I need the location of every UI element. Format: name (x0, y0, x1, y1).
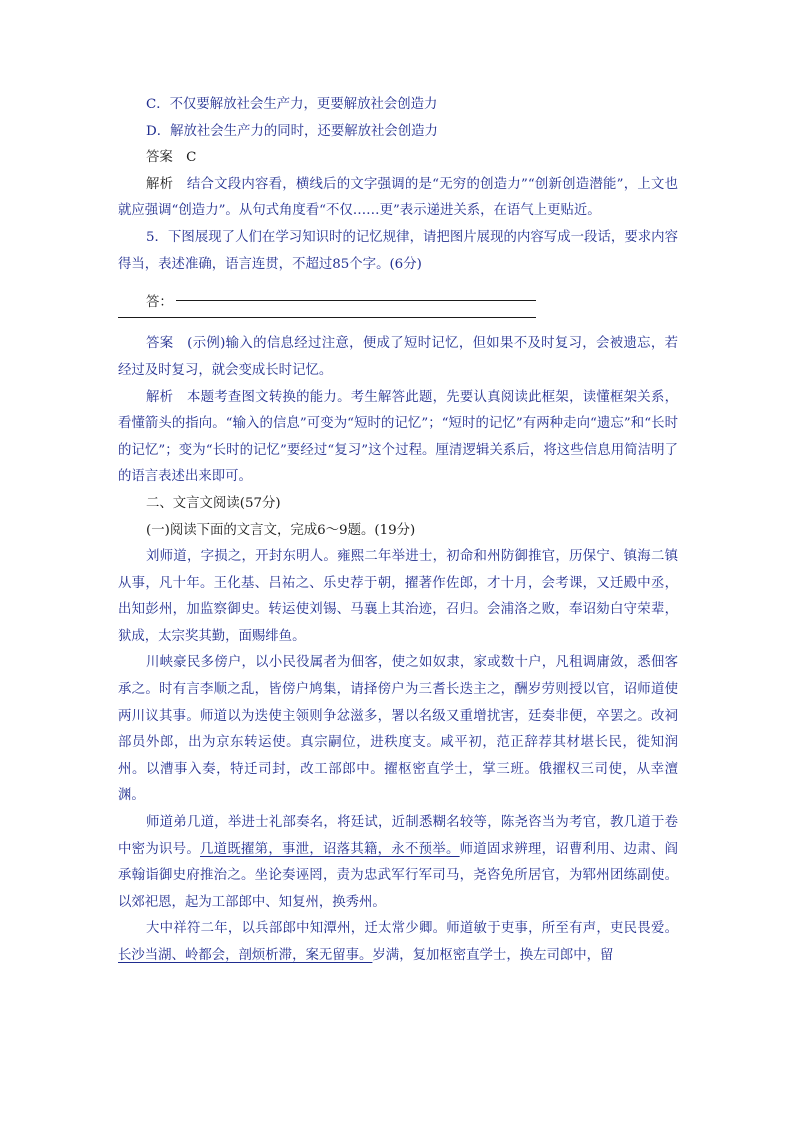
answer-4: 答案 C (146, 150, 197, 166)
answer-blank-line-1[interactable] (176, 300, 536, 301)
passage-paragraph-4 (118, 916, 678, 969)
paragraph-3-part-b: 师道固求辨理，诏曹利用、边肃、阎承翰诣御史府推治之。坐论奏诬罔，责为忠武军行军司马，尧咨免所居官，为郓州团练副使。以郊祀恩，起为工部郎中、知复州，换秀州。 (118, 841, 679, 910)
passage-paragraph-2: 川峡豪民多傍户，以小民役属者为佃客，使之如奴隶，家或数十户，凡租调庸敛，悉佃客承之。时有言李顺之乱，皆傍户鸠集，请择傍户为三耆长迭主之，酬岁劳则授以官，诏师道使两川议其事。师道以为迭使主领则争忿滋多，署以名级又重增扰害，廷奏非便，卒罢之。改祠部员外郎，出为京东转运使。真宗嗣位，进秩度支。咸平初，范正辞荐其材堪长民，徙知润州。以漕事入奏，特迁司封，改工部郎中。擢枢密直学士，掌三班。俄擢权三司使，从幸澶渊。 (118, 655, 678, 804)
paragraph-3-part-a: 师道弟几道，举进士礼部奏名，将廷试，近制悉糊名较等，陈尧咨当为考官，教几道于卷中密为识号。 (118, 815, 678, 857)
answer-line-label: 答： (146, 295, 173, 311)
paragraph-4-part-a: 大中祥符二年，以兵部郎中知潭州，迁太常少卿。师道敏于吏事，所至有声，吏民畏爱。 (146, 921, 678, 937)
analysis-5: 解析 本题考查图文转换的能力。考生解答此题，先要认真阅读此框架，读懂框架关系，看懂箭头的指向。“输入的信息”可变为“短时的记忆”；“短时的记忆”有两种走向“遗忘”和“长时的记忆”；变为“长时的记忆”要经过“复习”这个过程。厘清逻辑关系后，将这些信息用简洁明了的语言表述出来即可。 (118, 389, 678, 485)
answer-line-row-2 (118, 305, 678, 332)
answer-line-row (118, 278, 678, 311)
paragraph-4-part-b: 岁满，复加枢密直学士，换左司郎中，留 (372, 948, 614, 963)
passage-paragraph-1: 刘师道，字损之，开封东明人。雍熙二年举进士，初命和州防御推官，历保宁、镇海二镇从事，凡十年。王化基、吕祐之、乐史荐于朝，擢著作佐郎，才十月，会考课，又迁殿中丞，出知彭州，加监察御史。转运使刘锡、马襄上其治迹，召归。会浦洛之败，奉诏劾白守荣辈，狱成，太宗奖其勤，面赐绯鱼。 (118, 549, 678, 644)
subsection-heading-1: (一)阅读下面的文言文，完成6～9题。(19分) (146, 522, 416, 538)
passage-paragraph-3 (118, 810, 678, 916)
section-heading-2: 二、文言文阅读(57分) (146, 495, 281, 511)
document-page (118, 92, 678, 970)
underlined-sentence-1: 几道既擢第，事泄，诏落其籍，永不预举。 (200, 841, 460, 857)
analysis-4-label: 解析 (146, 176, 174, 192)
option-d: D．解放社会生产力的同时，还要解放社会创造力 (146, 123, 438, 139)
answer-blank-line-2[interactable] (118, 317, 536, 318)
underlined-sentence-2: 长沙当湖、岭都会，剖烦析滞，案无留事。 (118, 948, 373, 963)
question-5: 5．下图展现了人们在学习知识时的记忆规律，请把图片展现的内容写成一段话，要求内容得当，表述准确，语言连贯，不超过85个字。(6分) (118, 229, 678, 272)
analysis-4-text: 结合文段内容看，横线后的文字强调的是“无穷的创造力”“创新创造潜能”，上文也就应强调“创造力”。从句式角度看“不仅……更”表示递进关系，在语气上更贴近。 (118, 176, 679, 219)
option-c: C．不仅要解放社会生产力，更要解放社会创造力 (146, 97, 438, 112)
analysis-4 (118, 172, 678, 225)
answer-5: 答案 (示例)输入的信息经过注意，便成了短时记忆，但如果不及时复习，会被遗忘，若经过及时复习，就会变成长时记忆。 (118, 336, 678, 378)
